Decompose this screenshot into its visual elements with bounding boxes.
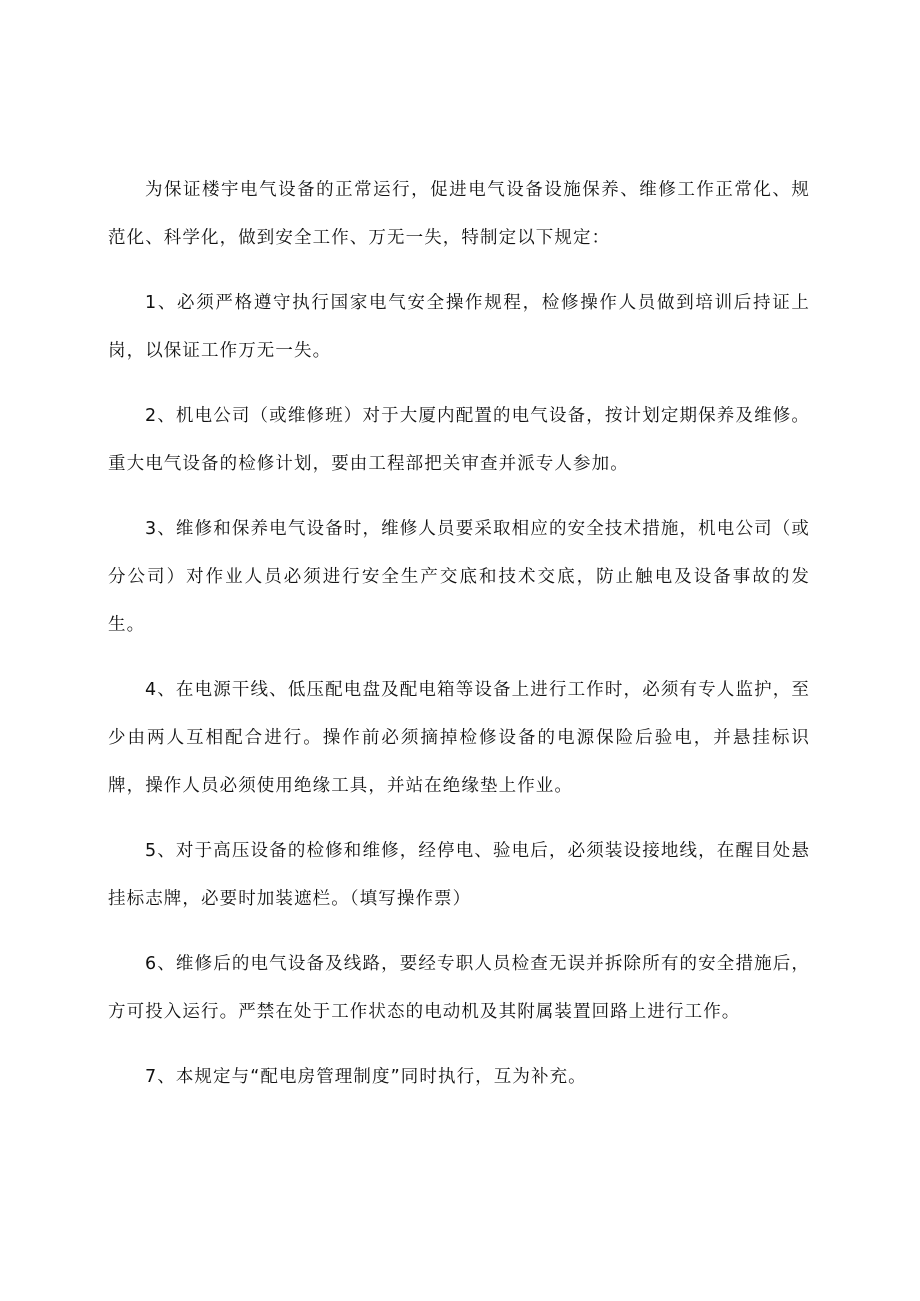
document-body xyxy=(108,166,810,1118)
rule-4-paragraph: 4、在电源干线、低压配电盘及配电箱等设备上进行工作时，必须有专人监护，至少由两人互相配合进行。操作前必须摘掉检修设备的电源保险后验电，并悬挂标识牌，操作人员必须使用绝缘工具，并站在绝缘垫上作业。 xyxy=(108,680,810,796)
rule-7-paragraph: 7、本规定与“配电房管理制度”同时执行，互为补充。 xyxy=(145,1067,587,1087)
rule-2-paragraph: 2、机电公司（或维修班）对于大厦内配置的电气设备，按计划定期保养及维修。重大电气设备的检修计划，要由工程部把关审查并派专人参加。 xyxy=(108,406,810,474)
rule-5-paragraph: 5、对于高压设备的检修和维修，经停电、验电后，必须装设接地线，在醒目处悬挂标志牌，必要时加装遮栏。（填写操作票） xyxy=(108,841,810,909)
rule-3-paragraph: 3、维修和保养电气设备时，维修人员要采取相应的安全技术措施，机电公司（或分公司）对作业人员必须进行安全生产交底和技术交底，防止触电及设备事故的发生。 xyxy=(108,519,810,635)
intro-paragraph: 为保证楼宇电气设备的正常运行，促进电气设备设施保养、维修工作正常化、规范化、科学化，做到安全工作、万无一失，特制定以下规定： xyxy=(108,180,810,248)
rule-6-paragraph: 6、维修后的电气设备及线路，要经专职人员检查无误并拆除所有的安全措施后，方可投入运行。严禁在处于工作状态的电动机及其附属装置回路上进行工作。 xyxy=(108,954,810,1022)
rule-1-paragraph: 1、必须严格遵守执行国家电气安全操作规程，检修操作人员做到培训后持证上岗，以保证工作万无一失。 xyxy=(108,293,810,361)
